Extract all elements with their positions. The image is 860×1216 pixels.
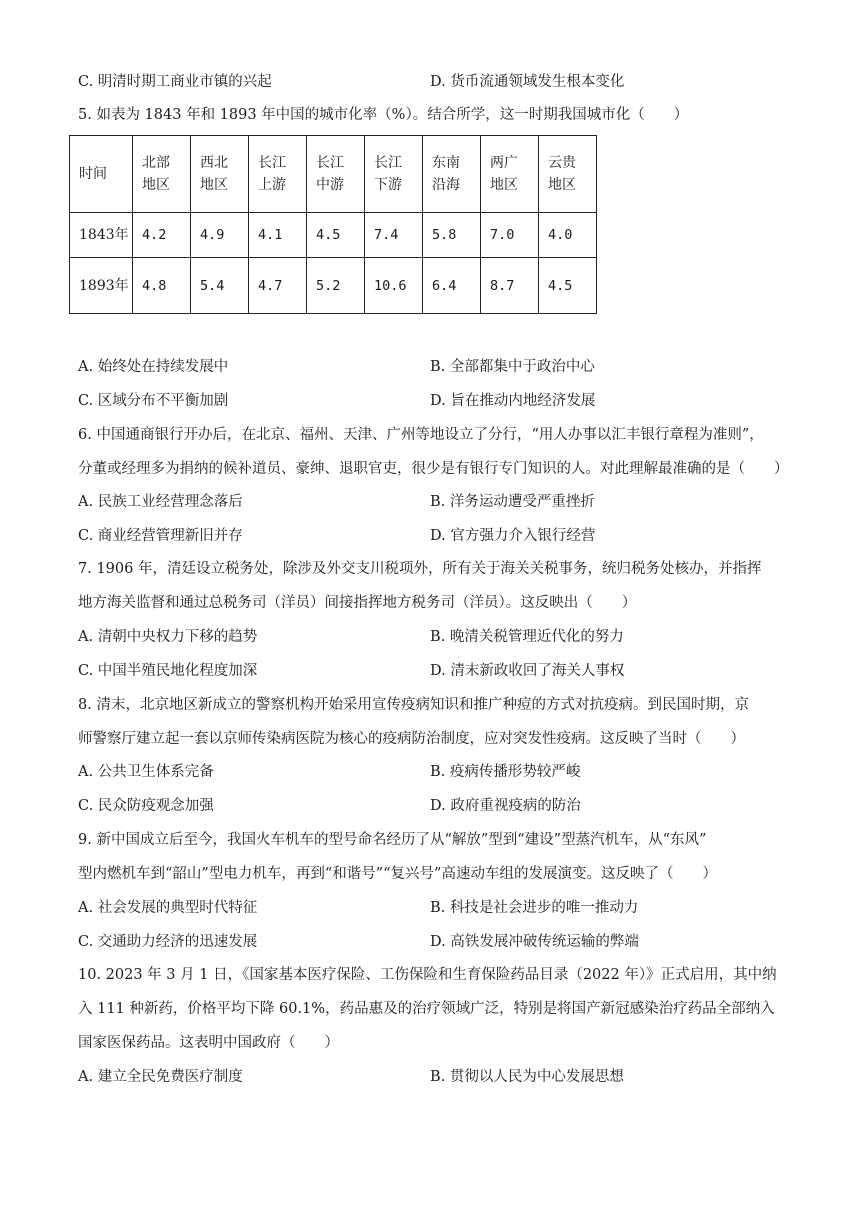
table-cell: 4.5 bbox=[307, 213, 365, 258]
q5-option-b[interactable]: B. 全部都集中于政治中心 bbox=[430, 359, 595, 375]
q7-options-ab bbox=[78, 627, 778, 647]
q8-options-cd bbox=[78, 796, 778, 816]
table-cell: 4.9 bbox=[191, 213, 249, 258]
table-row bbox=[70, 213, 597, 258]
row-year: 1843年 bbox=[70, 213, 133, 258]
q6-stem-line1: 6. 中国通商银行开办后，在北京、福州、天津、广州等地设立了分行，“用人办事以汇丰银行章程为准则”， bbox=[78, 427, 764, 443]
q5-option-a[interactable]: A. 始终处在持续发展中 bbox=[78, 359, 229, 375]
header-col-2: 西北 地区 bbox=[191, 136, 249, 213]
q9-option-a[interactable]: A. 社会发展的典型时代特征 bbox=[78, 900, 258, 916]
q10-stem-line1: 10. 2023 年 3 月 1 日，《国家基本医疗保险、工伤保险和生育保险药品目录（2022 年）》正式启用，其中纳 bbox=[78, 967, 777, 983]
q9-stem-line2: 型内燃机车到“韶山”型电力机车，再到“和谐号”“复兴号”高速动车组的发展演变。这反映了（ ） bbox=[78, 866, 717, 882]
q7-stem-line2: 地方海关监督和通过总税务司（洋员）间接指挥地方税务司（洋员）。这反映出（ ） bbox=[78, 595, 637, 611]
table-cell: 5.8 bbox=[423, 213, 481, 258]
table-cell: 10.6 bbox=[365, 258, 423, 314]
q5-options-ab bbox=[78, 357, 778, 377]
header-col-3: 长江 上游 bbox=[249, 136, 307, 213]
q10-option-a[interactable]: A. 建立全民免费医疗制度 bbox=[78, 1069, 243, 1085]
q9-options-ab bbox=[78, 898, 778, 918]
header-col-5: 长江 下游 bbox=[365, 136, 423, 213]
q10-option-b[interactable]: B. 贯彻以人民为中心发展思想 bbox=[430, 1069, 624, 1085]
q8-option-d[interactable]: D. 政府重视疫病的防治 bbox=[430, 798, 581, 814]
q8-option-a[interactable]: A. 公共卫生体系完备 bbox=[78, 764, 214, 780]
q6-option-a[interactable]: A. 民族工业经营理念落后 bbox=[78, 494, 243, 510]
q7-option-d[interactable]: D. 清末新政收回了海关人事权 bbox=[430, 663, 625, 679]
q10-stem-line2: 入 111 种新药，价格平均下降 60.1%，药品惠及的治疗领域广泛，特别是将国产新冠感染治疗药品全部纳入 bbox=[78, 1001, 775, 1017]
header-time: 时间 bbox=[70, 136, 133, 213]
header-col-4: 长江 中游 bbox=[307, 136, 365, 213]
header-col-8: 云贵 地区 bbox=[539, 136, 597, 213]
q10-stem-line3: 国家医保药品。这表明中国政府（ ） bbox=[78, 1035, 339, 1051]
row-year: 1893年 bbox=[70, 258, 133, 314]
q4-option-c: C. 明清时期工商业市镇的兴起 bbox=[78, 74, 272, 90]
q8-stem-line1: 8. 清末，北京地区新成立的警察机构开始采用宣传疫病知识和推广种痘的方式对抗疫病。到民国时期，京 bbox=[78, 697, 749, 713]
q8-stem-line2: 师警察厅建立起一套以京师传染病医院为核心的疫病防治制度，应对突发性疫病。这反映了当时（ ） bbox=[78, 731, 745, 747]
header-col-1: 北部 地区 bbox=[133, 136, 191, 213]
q4-options-cd bbox=[78, 72, 778, 92]
table-cell: 6.4 bbox=[423, 258, 481, 314]
q7-option-c[interactable]: C. 中国半殖民地化程度加深 bbox=[78, 663, 258, 679]
q9-options-cd bbox=[78, 932, 778, 952]
urbanization-table bbox=[69, 135, 597, 314]
q6-options-ab bbox=[78, 492, 778, 512]
table-cell: 4.7 bbox=[249, 258, 307, 314]
q5-option-d[interactable]: D. 旨在推动内地经济发展 bbox=[430, 393, 596, 409]
q8-option-b[interactable]: B. 疫病传播形势较严峻 bbox=[430, 764, 581, 780]
table-cell: 5.4 bbox=[191, 258, 249, 314]
table-cell: 8.7 bbox=[481, 258, 539, 314]
q7-option-b[interactable]: B. 晚清关税管理近代化的努力 bbox=[430, 629, 624, 645]
q5-option-c[interactable]: C. 区域分布不平衡加剧 bbox=[78, 393, 229, 409]
q8-option-c[interactable]: C. 民众防疫观念加强 bbox=[78, 798, 214, 814]
q6-stem-line2: 分董或经理多为捐纳的候补道员、豪绅、退职官吏，很少是有银行专门知识的人。对此理解最准确的是（ ） bbox=[78, 461, 789, 477]
q6-option-b[interactable]: B. 洋务运动遭受严重挫折 bbox=[430, 494, 595, 510]
table-cell: 5.2 bbox=[307, 258, 365, 314]
table-cell: 7.4 bbox=[365, 213, 423, 258]
q10-options-ab bbox=[78, 1067, 778, 1087]
q7-option-a[interactable]: A. 清朝中央权力下移的趋势 bbox=[78, 629, 258, 645]
q6-option-c[interactable]: C. 商业经营管理新旧并存 bbox=[78, 528, 243, 544]
q7-options-cd bbox=[78, 661, 778, 681]
q9-option-c[interactable]: C. 交通助力经济的迅速发展 bbox=[78, 934, 258, 950]
table-row bbox=[70, 258, 597, 314]
q9-option-b[interactable]: B. 科技是社会进步的唯一推动力 bbox=[430, 900, 639, 916]
header-col-6: 东南 沿海 bbox=[423, 136, 481, 213]
q4-option-d: D. 货币流通领域发生根本变化 bbox=[430, 74, 625, 90]
table-cell: 4.5 bbox=[539, 258, 597, 314]
table-cell: 4.1 bbox=[249, 213, 307, 258]
q6-option-d[interactable]: D. 官方强力介入银行经营 bbox=[430, 528, 596, 544]
table-header-row bbox=[70, 136, 597, 213]
table-cell: 7.0 bbox=[481, 213, 539, 258]
q6-options-cd bbox=[78, 526, 778, 546]
q5-stem: 5. 如表为 1843 年和 1893 年中国的城市化率（%）。结合所学，这一时期我国城市化（ ） bbox=[78, 107, 689, 123]
q9-option-d[interactable]: D. 高铁发展冲破传统运输的弊端 bbox=[430, 934, 639, 950]
table-cell: 4.8 bbox=[133, 258, 191, 314]
q5-options-cd bbox=[78, 391, 778, 411]
table-cell: 4.2 bbox=[133, 213, 191, 258]
header-col-7: 两广 地区 bbox=[481, 136, 539, 213]
q7-stem-line1: 7. 1906 年，清廷设立税务处，除涉及外交支川税项外，所有关于海关关税事务，统归税务处核办，并指挥 bbox=[78, 561, 762, 577]
q8-options-ab bbox=[78, 762, 778, 782]
q9-stem-line1: 9. 新中国成立后至今，我国火车机车的型号命名经历了从“解放”型到“建设”型蒸汽机车，从“东风” bbox=[78, 832, 707, 848]
table-cell: 4.0 bbox=[539, 213, 597, 258]
